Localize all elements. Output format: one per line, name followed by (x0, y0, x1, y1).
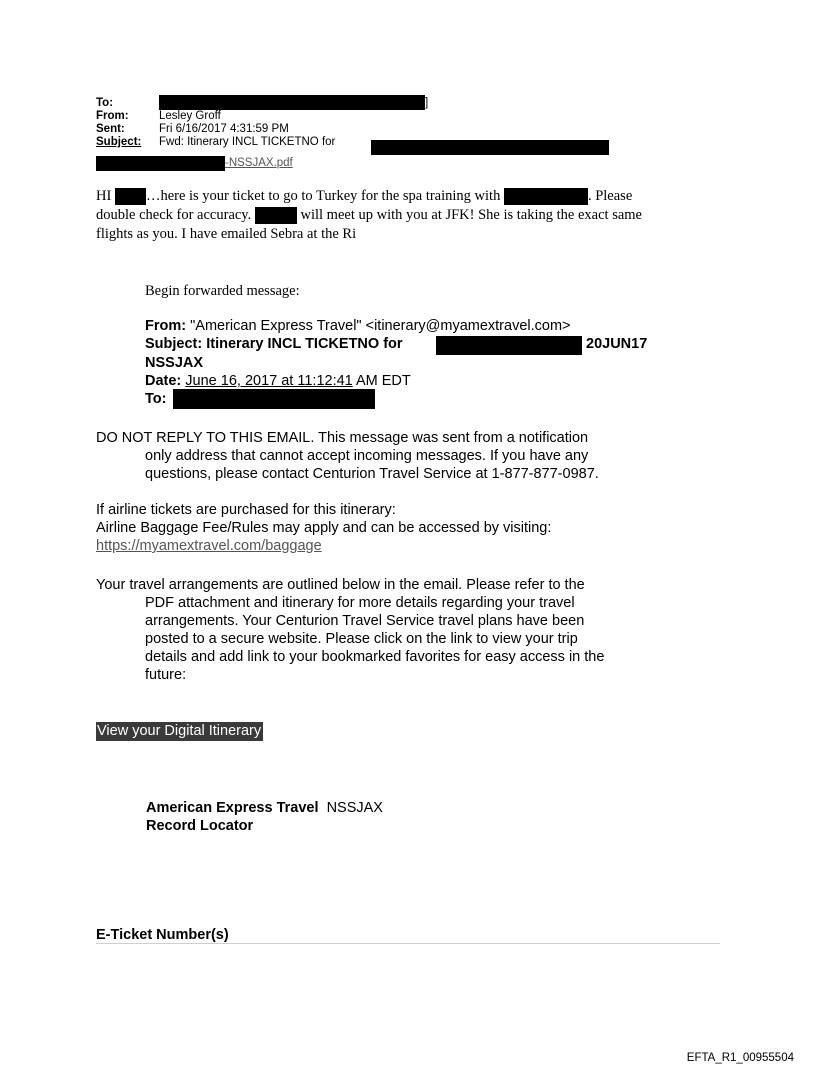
notice-line: DO NOT REPLY TO THIS EMAIL. This message was sent from a notification (96, 430, 589, 446)
fwd-subject-line (145, 336, 403, 353)
from-label: From: (96, 110, 129, 122)
arrangements-line: PDF attachment and itinerary for more details regarding your travel (145, 595, 575, 611)
message-text: will meet up with you at JFK! She is taking the exact same (300, 207, 642, 223)
fwd-date-value: June 16, 2017 at 11:12:41 (185, 373, 353, 389)
view-digital-itinerary-button[interactable]: View your Digital Itinerary (97, 723, 262, 739)
arrangements-line: future: (145, 667, 187, 683)
fwd-to-line (145, 391, 166, 408)
message-text: HI (96, 188, 112, 204)
divider (96, 943, 720, 944)
fwd-date-label: Date: (145, 373, 182, 389)
fwd-date-rest: AM EDT (352, 373, 411, 389)
fwd-from-label: From: (145, 318, 187, 334)
subject-label: Subject: (96, 136, 142, 148)
baggage-line: Airline Baggage Fee/Rules may apply and can be accessed by visiting: (96, 520, 552, 536)
redaction-box (115, 188, 146, 205)
arrangements-line: Your travel arrangements are outlined below in the email. Please refer to the (96, 577, 585, 593)
message-text: . Please (587, 188, 633, 204)
redaction-box (436, 336, 582, 355)
arrangements-line: posted to a secure website. Please click on the link to view your trip (145, 631, 578, 647)
fwd-from-value: "American Express Travel" <itinerary@myamextravel.com> (190, 318, 571, 334)
sent-label: Sent: (96, 123, 125, 135)
record-locator (146, 799, 383, 835)
fwd-subject-label: Subject: Itinerary INCL TICKETNO for (145, 336, 403, 352)
message-line-2 (96, 207, 642, 224)
redaction-box (504, 188, 588, 205)
begin-forwarded: Begin forwarded message: (145, 283, 300, 299)
baggage-link[interactable]: https://myamextravel.com/baggage (96, 538, 322, 554)
message-line-3: flights as you. I have emailed Sebra at the Ri (96, 226, 357, 242)
do-not-reply-notice (96, 429, 696, 483)
redaction-box (96, 156, 225, 171)
eticket-heading: E-Ticket Number(s) (96, 927, 229, 943)
fwd-from-line (145, 318, 571, 335)
redaction-box (371, 140, 609, 155)
fwd-subject-line-2-text: NSSJAX (145, 355, 204, 371)
message-line-1 (96, 188, 632, 205)
arrangements-line: details and add link to your bookmarked favorites for easy access in the (145, 649, 605, 665)
fwd-date-line (145, 373, 411, 390)
fwd-to-label: To: (145, 391, 167, 407)
notice-line: questions, please contact Centurion Travel Service at 1-877-877-0987. (145, 466, 599, 482)
redaction-box (159, 95, 425, 110)
notice-line: only address that cannot accept incoming messages. If you have any (145, 448, 589, 464)
baggage-line: If airline tickets are purchased for this itinerary: (96, 502, 396, 518)
record-value: NSSJAX (326, 800, 383, 816)
sent-value: Fri 6/16/2017 4:31:59 PM (159, 123, 289, 135)
record-label-2: Record Locator (146, 818, 254, 834)
message-text: …here is your ticket to go to Turkey for the spa training with (145, 188, 501, 204)
document-id: EFTA_R1_00955504 (686, 1052, 794, 1064)
fwd-subject-suffix-text: 20JUN17 (586, 336, 648, 352)
fwd-subject-suffix (586, 336, 647, 353)
redaction-box (173, 389, 375, 409)
to-label: To: (96, 97, 114, 109)
attachment-link[interactable]: -NSSJAX.pdf (225, 157, 293, 169)
subject-value: Fwd: Itinerary INCL TICKETNO for (159, 136, 336, 148)
to-bracket: ] (425, 97, 429, 109)
arrangements-paragraph (96, 576, 696, 684)
message-text: double check for accuracy. (96, 207, 252, 223)
record-label: American Express Travel (146, 800, 319, 816)
baggage-info (96, 501, 696, 555)
fwd-subject-line-2 (145, 355, 203, 372)
arrangements-line: arrangements. Your Centurion Travel Service travel plans have been (145, 613, 585, 629)
from-value: Lesley Groff (159, 110, 221, 122)
redaction-box (255, 207, 297, 224)
